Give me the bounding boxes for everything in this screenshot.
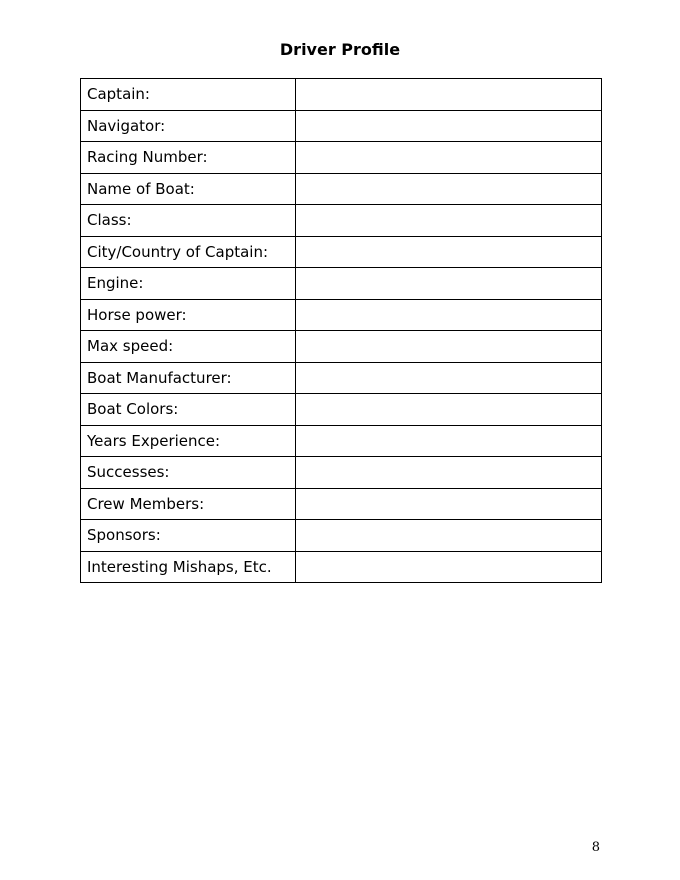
field-value-cell[interactable] <box>296 457 602 489</box>
table-row <box>81 205 602 237</box>
field-value-cell[interactable] <box>296 520 602 552</box>
field-label: City/Country of Captain: <box>81 236 296 268</box>
field-label: Name of Boat: <box>81 173 296 205</box>
field-value-cell[interactable] <box>296 551 602 583</box>
field-value-cell[interactable] <box>296 142 602 174</box>
field-value-cell[interactable] <box>296 362 602 394</box>
field-value-cell[interactable] <box>296 425 602 457</box>
table-row <box>81 520 602 552</box>
profile-rows <box>81 79 602 583</box>
field-value-cell[interactable] <box>296 488 602 520</box>
field-label: Engine: <box>81 268 296 300</box>
field-value-cell[interactable] <box>296 331 602 363</box>
table-row <box>81 425 602 457</box>
field-value-cell[interactable] <box>296 394 602 426</box>
field-label: Interesting Mishaps, Etc. <box>81 551 296 583</box>
field-label: Horse power: <box>81 299 296 331</box>
field-label: Crew Members: <box>81 488 296 520</box>
field-label: Boat Manufacturer: <box>81 362 296 394</box>
field-label: Years Experience: <box>81 425 296 457</box>
table-row <box>81 173 602 205</box>
field-label: Class: <box>81 205 296 237</box>
field-value-cell[interactable] <box>296 79 602 111</box>
page-number: 8 <box>591 840 600 855</box>
table-row <box>81 331 602 363</box>
field-label: Racing Number: <box>81 142 296 174</box>
table-row <box>81 551 602 583</box>
table-row <box>81 394 602 426</box>
driver-profile-table <box>80 78 602 583</box>
field-label: Navigator: <box>81 110 296 142</box>
field-label: Max speed: <box>81 331 296 363</box>
field-value-cell[interactable] <box>296 299 602 331</box>
field-label: Sponsors: <box>81 520 296 552</box>
table-row <box>81 268 602 300</box>
table-row <box>81 457 602 489</box>
field-value-cell[interactable] <box>296 236 602 268</box>
field-label: Captain: <box>81 79 296 111</box>
field-label: Boat Colors: <box>81 394 296 426</box>
table-row <box>81 110 602 142</box>
table-row <box>81 142 602 174</box>
field-value-cell[interactable] <box>296 268 602 300</box>
field-value-cell[interactable] <box>296 173 602 205</box>
table-row <box>81 488 602 520</box>
table-row <box>81 79 602 111</box>
field-value-cell[interactable] <box>296 205 602 237</box>
field-label: Successes: <box>81 457 296 489</box>
page-title: Driver Profile <box>279 40 401 59</box>
field-value-cell[interactable] <box>296 110 602 142</box>
table-row <box>81 299 602 331</box>
table-row <box>81 236 602 268</box>
table-row <box>81 362 602 394</box>
